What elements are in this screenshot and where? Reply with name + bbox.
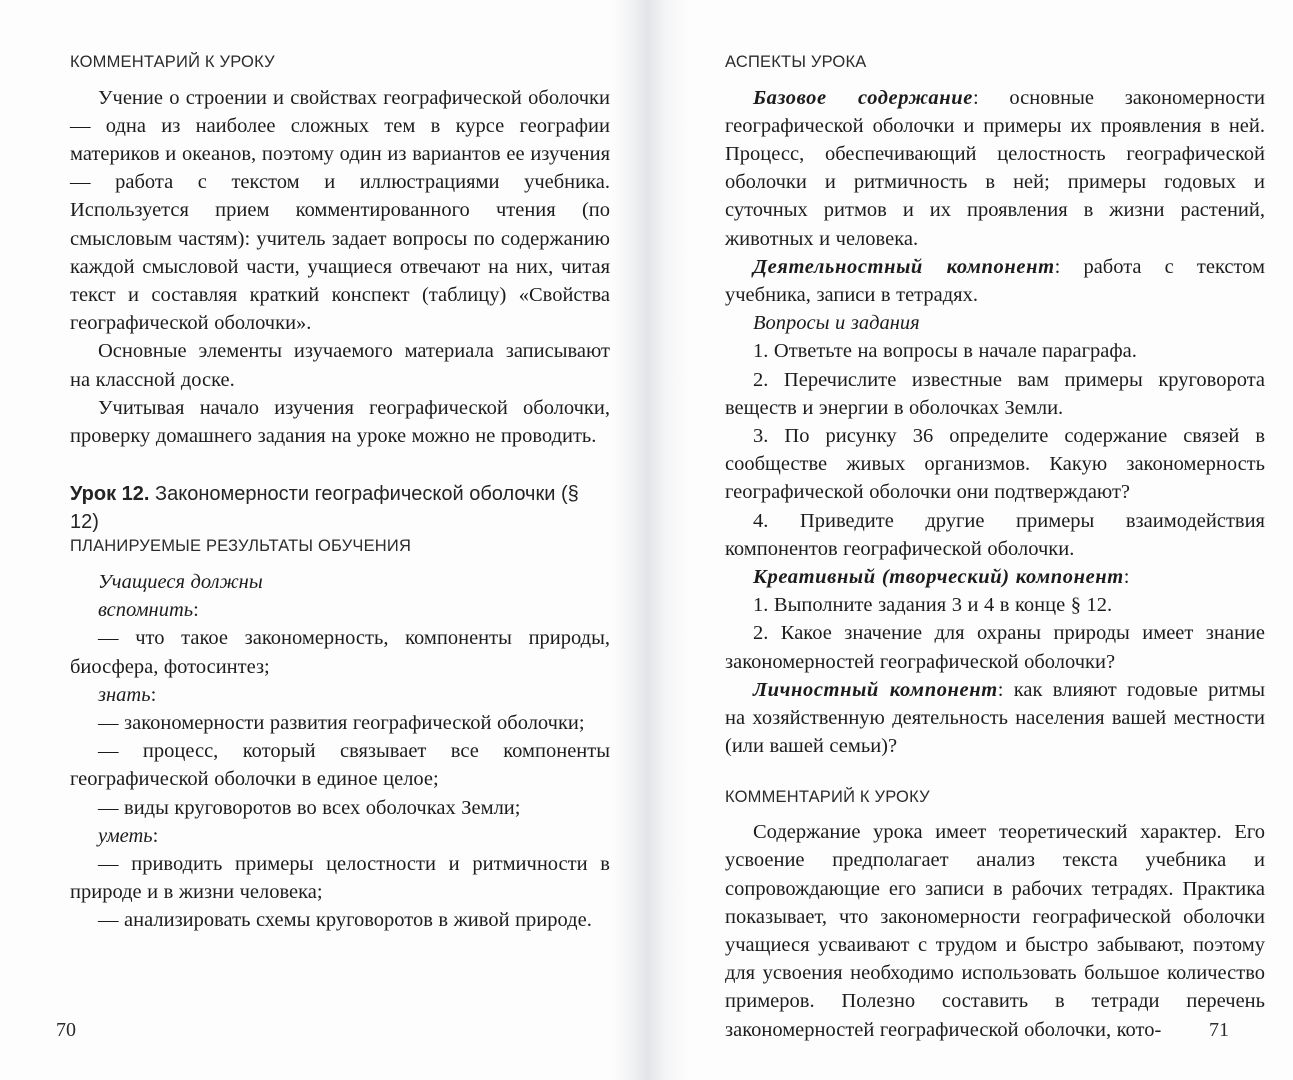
paragraph: 3. По рисунку 36 определите содержание связей в сообществе живых организмов. Какую закономерность географической оболочки они подтверждают? [725,425,1265,504]
lesson-number: Урок 12. [70,483,150,506]
paragraph-with-lead-in [725,84,1265,253]
page-number-left: 70 [56,1019,76,1041]
lead-in-term: Базовое содержание [753,86,973,109]
page-number-right: 71 [1209,1019,1229,1041]
page-left [0,0,640,1080]
page-left-text-column [70,52,610,935]
paragraph: — приводить примеры целостности и ритмичности в природе и в жизни человека; [70,852,610,904]
lead-in-term: Личностный компонент [753,678,998,701]
lesson-title-text: Закономерности географической оболочки (§ 12) [70,483,579,534]
paragraph: — что такое закономерность, компоненты природы, биосфера, фотосинтез; [70,627,610,678]
paragraph: 1. Ответьте на вопросы в начале параграфа. [753,340,1137,363]
italic-label-text: знать [98,683,151,706]
lead-in-term: Деятельностный компонент [753,255,1055,278]
paragraph: Содержание урока имеет теоретический характер. Его усвоение предполагает анализ текста учебника и сопровождающие его записи в рабочих тетрадях. Практика показывает, что закономерности географической оболочки учащиеся усваивают с трудом и быстро забывают, поэтому для усвоения необходимо использовать большое количество примеров. Полезно составить в тетради перечень закономерностей географической оболочки, кото- [725,821,1265,1041]
page-right [653,0,1293,1080]
paragraph: — виды круговоротов во всех оболочках Земли; [98,796,521,819]
italic-label-punct: : [152,824,159,847]
lesson-title [70,480,610,536]
section-rubric: АСПЕКТЫ УРОКА [725,53,867,71]
paragraph-text: : работа с текстом учебника, записи в тетрадях. [725,255,1266,307]
paragraph: Учитывая начало изучения географической оболочки, проверку домашнего задания на уроке можно не проводить. [70,396,610,448]
paragraph: 2. Какое значение для охраны природы имеет знание закономерностей географической оболочки? [725,622,1265,673]
paragraph-with-lead-in [725,563,1265,591]
section-rubric: КОММЕНТАРИЙ К УРОКУ [70,53,275,71]
paragraph: — процесс, который связывает все компоненты географической оболочки в единое целое; [70,740,610,791]
italic-subheading: Вопросы и задания [753,312,920,335]
paragraph-with-lead-in [725,676,1265,761]
paragraph-with-lead-in [725,253,1265,309]
paragraph: — анализировать схемы круговоротов в живой природе. [98,909,592,932]
lead-in-term: Креативный (творческий) компонент [753,566,1124,589]
section-rubric: ПЛАНИРУЕМЫЕ РЕЗУЛЬТАТЫ ОБУЧЕНИЯ [70,537,412,556]
italic-label-text: вспомнить [98,599,194,622]
section-rubric: КОММЕНТАРИЙ К УРОКУ [725,787,930,806]
italic-label-punct: : [150,683,157,706]
paragraph-text: : [1123,566,1130,589]
paragraph: — закономерности развития географической оболочки; [98,711,585,734]
italic-label [70,681,610,709]
paragraph: Основные элементы изучаемого материала записывают на классной доске. [70,340,610,391]
paragraph: 2. Перечислите известные вам примеры круговорота веществ и энергии в оболочках Земли. [725,368,1265,419]
paragraph: Учение о строении и свойствах географической оболочки — одна из наиболее сложных тем в курсе географии материков и океанов, поэтому один из вариантов ее изучения — работа с текстом и иллюстрациями учебника. Используется прием комментированного чтения (по смысловым частям): учитель задает вопросы по содержанию каждой смысловой части, учащиеся отвечают на них, читая текст и составляя краткий конспект (таблицу) «Свойства географической оболочки». [70,86,610,335]
italic-label-text: уметь [98,824,153,847]
italic-label-punct: : [193,599,199,622]
page-right-text-column [725,52,1265,1044]
paragraph-text: : основные закономерности географической оболочки и примеры их проявления в ней. Процесс, обеспечивающий целостность географической оболочки и ритмичность в ней; примеры годовых и суточных ритмов и их проявления в жизни растений, животных и человека. [725,86,1265,250]
italic-label [70,596,610,624]
italic-label [70,822,610,850]
paragraph-text: : как влияют годовые ритмы на хозяйственную деятельность населения вашей местности (или вашей семьи)? [725,678,1265,758]
paragraph: 4. Приведите другие примеры взаимодействия компонентов географической оболочки. [725,509,1265,560]
paragraph: 1. Выполните задания 3 и 4 в конце § 12. [753,594,1113,617]
italic-subheading: Учащиеся должны [98,570,263,593]
